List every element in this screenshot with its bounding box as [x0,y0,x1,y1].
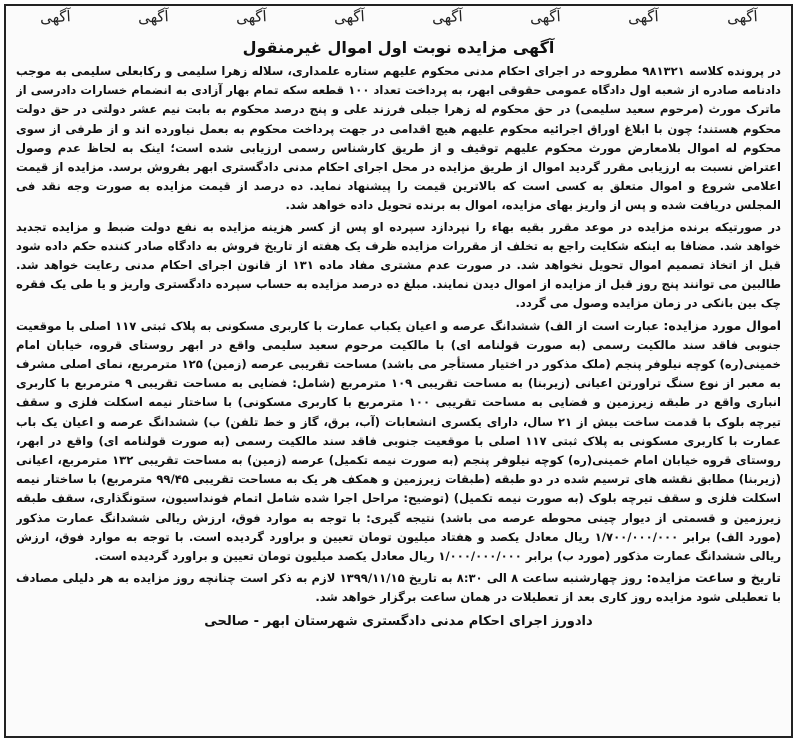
property-section [16,316,781,567]
header-tab: آگهی [235,7,268,27]
schedule-label: تاریخ و ساعت مزایده: [646,570,781,586]
header-tab: آگهی [333,7,366,27]
property-label: اموال مورد مزایده: [663,317,781,333]
paragraph: در صورتیکه برنده مزایده در موعد مقرر بقیه بهاء را نپردازد سپرده او پس از کسر هزینه مزایده به نفع دولت ضبط و مزایده تجدید خواهد شد. مضافا به اینکه شکایت راجع به تخلف از مقررات مزایده ظرف یک هفته از تاریخ فروش به دادگاه صادر کننده حکم داده شود قبل از اتخاذ تصمیم اموال تحویل نخواهد شد. در صورت عدم مشتری مفاد ماده ۱۳۱ از قانون اجرای احکام مدنی رعایت خواهد شد. طالبین می توانند پنج روز قبل از مزایده از اموال دیدن نمایند. مبلغ ده درصد مزایده به حساب سپرده دادگستری واریز و یا طی یک فقره چک بین بانکی در زمان مزایده وصول می گردد. [16,219,781,311]
notice-title: آگهی مزایده نوبت اول اموال غیرمنقول [242,38,555,57]
property-text: عبارت است از الف) ششدانگ عرصه و اعیان یکباب عمارت با کاربری مسکونی به پلاک ثبتی ۱۱۷ اصلی با موقعیت جنوبی فاقد سند مالکیت رسمی (به صورت قولنامه ای) با مالکیت مرحوم سعید سلیمی واقع در ابهر روستای قروه، خیابان امام خمینی(ره) کوچه نیلوفر پنجم (ملک مذکور در اختیار مستأجر می باشد) مساحت تقریبی عرصه (زمین) ۱۲۵ مترمربع، نمای اصلی مشرف به معبر از نوع سنگ تراورتن اعیانی (زیربنا) به مساحت تقریبی ۱۰۹ مترمربع (شامل: فضایی به مساحت تقریبی ۹ مترمربع با کاربری انباری واقع در طبقه زیرزمین و فضایی به مساحت تقریبی ۱۰۰ مترمربع با کاربری مسکونی) با ساختار نیمه اسکلت فلزی و سقف تیرچه بلوک با قدمت ساخت بیش از ۲۱ سال، دارای یکسری انشعابات (آب، برق، گاز و خط تلفن) ب) ششدانگ عرصه و اعیان یک باب عمارت با کاربری مسکونی به پلاک ثبتی ۱۱۷ اصلی با موقعیت جنوبی فاقد سند مالکیت رسمی (به صورت قولنامه ای) واقع در ابهر، روستای قروه خیابان امام خمینی(ره) کوچه نیلوفر پنجم (به صورت نیمه تکمیل) عرصه (زمین) به مساحت تقریبی ۱۳۲ مترمربع، اعیانی (زیربنا) مطابق نقشه های ترسیم شده در دو طبقه (طبقات زیرزمین و همکف هر یک به مساحت تقریبی ۹۹/۴۵ مترمربع) با ساختار نیمه اسکلت فلزی و سقف تیرچه بلوک (به صورت نیمه تکمیل) (توضیح: مراحل اجرا شده شامل اتمام فونداسیون، ستونگذاری، سقف طبقه زیرزمین و قسمتی از دیوار چینی محوطه عرصه می باشد) نتیجه گیری: با توجه به موارد فوق، ارزش ریالی ششدانگ عمارت مذکور (مورد الف) برابر ۱/۷۰۰/۰۰۰/۰۰۰ ریال معادل یکصد و هفتاد میلیون تومان تعیین و براورد گردیده است. با توجه به موارد فوق، ارزش ریالی ششدانگ عمارت مذکور (مورد ب) برابر ۱/۰۰۰/۰۰۰/۰۰۰ ریال معادل یکصد میلیون تومان تعیین و براورد گردیده است. [16,318,781,564]
header-tab: آگهی [726,7,758,27]
header-tab: آگهی [627,7,660,27]
schedule-section [16,568,781,607]
signature: دادورز اجرای احکام مدنی دادگستری شهرستان ابهر - صالحی [204,613,593,629]
header-tab: آگهی [529,7,562,27]
notice-body [16,62,781,728]
header-tabs [6,6,791,28]
header-tab: آگهی [39,7,71,27]
paragraph: در پرونده کلاسه ۹۸۱۳۲۱ مطروحه در اجرای احکام مدنی محکوم علیهم ستاره علمداری، سلاله زهرا سلیمی و رکابعلی سلیمی به موجب دادنامه صادره از شعبه اول دادگاه عمومی حقوقی ابهر، به پرداخت تعداد ۱۰۰ قطعه سکه تمام بهار آزادی به انضمام خسارات دادرسی از ماترک مورث (مرحوم سعید سلیمی) در حق محکوم له زهرا جبلی فرزند علی و پنج درصد محکوم به بابت نیم عشر دولتی در حق دولت محکوم هستند؛ چون با ابلاغ اوراق اجرائیه محکوم علیهم هیچ اقدامی در جهت پرداخت محکوم به بعمل نیاورده اند و از طرفی از سوی محکوم له اموال بلامعارض مورث محکوم علیهم توقیف و از طریق کارشناس رسمی ارزیابی شده است؛ اینک به لحاظ عدم وصول اعتراض نسبت به ارزیابی مقرر گردید اموال از طریق مزایده در محل اجرای احکام مدنی دادگستری ابهر بفروش برسد. مزایده از قیمت اعلامی شروع و اموال متعلق به کسی است که بالاترین قیمت را پیشنهاد نماید. ده درصد از قیمت مزایده به صورت وجه نقد فی المجلس دریافت شده و پس از واریز بهای مزایده، اموال به برنده تحویل داده خواهد شد. [16,64,781,213]
header-tab: آگهی [431,7,464,27]
schedule-text: روز چهارشنبه ساعت ۸ الی ۸:۳۰ به تاریخ ۱۳۹۹/۱۱/۱۵ لازم به ذکر است چنانچه روز مزایده به هر دلیلی مصادف با تعطیلی شود مزایده روز کاری بعد از تعطیلات در همان ساعت برگزار خواهد شد. [16,571,781,605]
header-tab: آگهی [137,7,169,27]
notice-page [4,4,793,738]
